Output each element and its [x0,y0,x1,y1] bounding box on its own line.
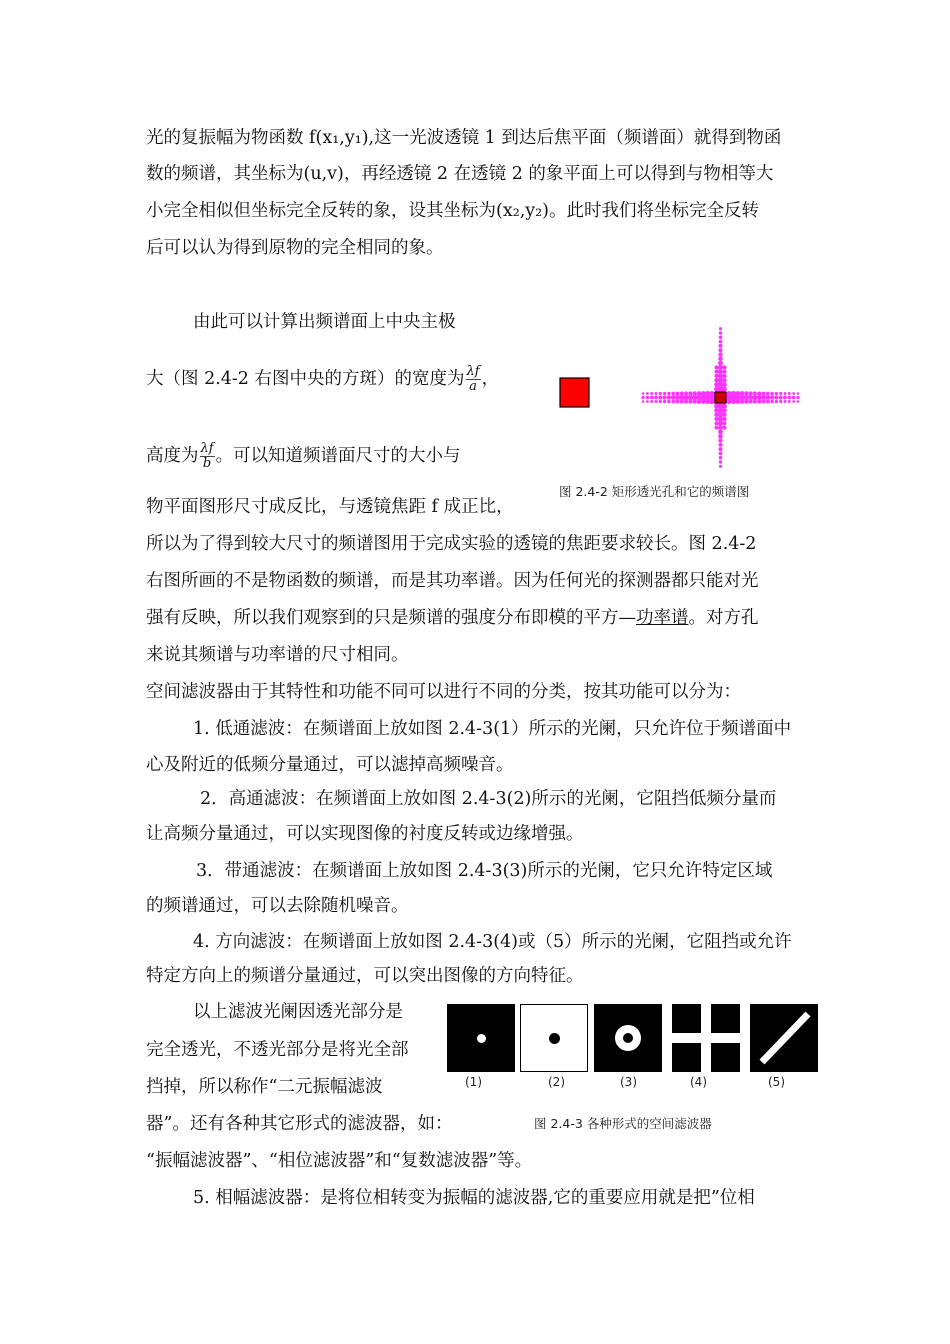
para1-line1: 光的复振幅为物函数 f(x₁,y₁),这一光波透镜 1 到达后焦平面（频谱面）就得到物函 [146,128,782,148]
item3-line1: 3．带通滤波：在频谱面上放如图 2.4-3(3)所示的光阑，它只允许特定区域 [196,861,773,881]
spectrum-dot [757,395,762,400]
spectrum-dot [762,392,766,396]
spectrum-dot [715,365,719,369]
spectrum-dot [654,400,657,403]
spectrum-dot [650,392,653,395]
figure-2-4-2-caption: 图 2.4-2 矩形透光孔和它的频谱图 [559,484,750,499]
spectrum-dot [783,392,786,395]
spectrum-dot [788,392,791,395]
fraction-height: $\frac{\lambda f}{b}$ [200,441,214,471]
spectrum-dot [650,396,654,400]
spectrum-dot [719,456,723,460]
spectrum-dot [757,400,761,404]
spectrum-dot [788,396,792,400]
spectrum-dot [679,395,684,400]
spectrum-dot [719,327,722,330]
fraction-width: $\frac{\lambda f}{a}$ [466,364,480,394]
spectrum-dot [667,392,671,396]
spectrum-dot [731,399,736,404]
para2-line3: 高度为 $\frac{\lambda f}{b}$ 。可以知道频谱面尺寸的大小与 [146,441,461,471]
filter-directional-cross [672,1004,740,1072]
spectrum-dot [792,400,795,403]
spectrum-dot [740,391,745,396]
spectrum-dot [719,460,722,463]
spectrum-dot [797,400,800,403]
spectrum-dot [766,395,771,400]
spectrum-dot [744,399,748,403]
spectrum-dot [735,399,740,404]
spectrum-dot [770,392,774,396]
spectrum-dot [646,392,649,395]
spectrum-dot [680,400,684,404]
spectrum-dot [748,399,752,403]
spectrum-dot [701,391,706,396]
spectrum-dot [692,391,696,395]
para3: 空间滤波器由于其特性和功能不同可以进行不同的分类，按其功能可以分为： [146,682,741,702]
item2-line2: 让高频分量通过，可以实现图像的衬度反转或边缘增强。 [146,824,584,844]
spectrum-dot [753,399,757,403]
filter-lowpass [447,1004,515,1072]
spectrum-dot [757,392,761,396]
spectrum-dot [684,399,688,403]
para2-line2: 大（图 2.4-2 右图中央的方斑）的宽度为 $\frac{\lambda f}{a}$ ， [146,364,500,394]
spectrum-dot [718,430,723,435]
spectrum-dot [722,408,727,413]
spectrum-dot [718,352,722,356]
item5-line1: 5. 相幅滤波器：是将位相转变为振幅的滤波器,它的重要应用就是把”位相 [193,1188,755,1208]
spectrum-dot [792,392,795,395]
item4-line1: 4. 方向滤波：在频谱面上放如图 2.4-3(4)或（5）所示的光阑，它阻挡或允许 [193,932,792,952]
spectrum-dot [727,391,732,396]
spectrum-dot [719,465,722,468]
spectrum-dot [642,392,645,395]
spectrum-dot [722,382,727,387]
spectrum-dot [761,395,766,400]
spectrum-dot [718,443,722,447]
spectrum-dot [663,400,666,403]
spectrum-dot [774,395,778,399]
power-spectrum-term: 功率谱 [636,608,689,628]
spectrum-dot [770,400,774,404]
spectrum-dot [719,452,723,456]
para2-line5: 所以为了得到较大尺寸的频谱图用于完成实验的透镜的焦距要求较长。图 2.4-2 [146,534,757,554]
spectrum-dot [718,425,723,430]
spectrum-dot [770,395,774,399]
filter-bandpass [594,1004,662,1072]
spectrum-dot [719,340,723,344]
spectrum-dot [705,399,710,404]
spectrum-dot [718,365,723,370]
spectrum-dot [722,417,726,421]
spectrum-dot [671,392,675,396]
spectrum-dot [722,378,726,382]
spectrum-dot [718,434,723,439]
spectrum-dot [722,387,727,392]
spectrum-dot [676,392,680,396]
spectrum-dot [714,370,718,374]
spectrum-dot [719,331,722,334]
spectrum-dot [775,392,778,395]
spectrum-dot [654,392,657,395]
figure-2-4-2 [555,325,805,475]
spectrum-dot [718,357,723,362]
spectrum-dot [762,400,766,404]
spectrum-dot [692,399,696,403]
item2-line1: 2．高通滤波：在频谱面上放如图 2.4-3(2)所示的光阑，它阻挡低频分量而 [200,789,777,809]
spectrum-dot [667,400,671,404]
spectrum-dot [779,392,782,395]
para2-line4: 物平面图形尺寸成反比，与透镜焦距 f 成正比， [146,497,514,517]
spectrum-dot [714,387,719,392]
spectrum-dot [709,399,714,404]
spectrum-dot [663,392,666,395]
rectangular-aperture [560,378,589,407]
spectrum-dot [684,391,688,395]
spectrum-dot [714,412,718,416]
para4-line2: 完全透光，不透光部分是将光全部 [146,1040,409,1060]
spectrum-dot [714,374,718,378]
spectrum-dot [718,438,722,442]
spectrum-dot [688,391,692,395]
spectrum-dot [719,447,723,451]
filter-label-1: (1) [465,1075,482,1089]
filter-label-4: (4) [690,1075,707,1089]
para1-line2: 数的频谱，其坐标为(u,v)，再经透镜 2 在透镜 2 的象平面上可以得到与物相等大 [146,164,774,184]
spectrum-dot [667,395,671,399]
spectrum-dot [723,426,727,430]
spectrum-dot [753,391,757,395]
item4-line2: 特定方向上的频谱分量通过，可以突出图像的方向特征。 [146,966,584,986]
spectrum-dot [642,396,645,399]
spectrum-dot [727,399,732,404]
para4-line4: 器”。还有各种其它形式的滤波器，如： [146,1114,453,1134]
spectrum-dot [719,336,723,340]
item1-line2: 心及附近的低频分量通过，可以滤掉高频噪音。 [146,755,514,775]
spectrum-dot [783,396,787,400]
spectrum-dot [680,392,684,396]
item3-line2: 的频谱通过，可以去除随机噪音。 [146,896,409,916]
spectrum-dot [705,391,710,396]
spectrum-dot [719,344,723,348]
para4-line1: 以上滤波光阑因透光部分是 [193,1002,403,1022]
spectrum-dot [654,396,658,400]
para1-line3: 小完全相似但坐标完全反转的象，设其坐标为(x₂,y₂)。此时我们将坐标完全反转 [146,201,760,221]
para4-line3: 挡掉，所以称作“二元振幅滤波 [146,1077,383,1097]
spectrum-dot [663,395,667,399]
spectrum-dot [779,396,783,400]
spectrum-dot [722,412,726,416]
para2-line7: 强有反映，所以我们观察到的只是频谱的强度分布即模的平方—功率谱。对方孔 [146,608,759,628]
spectrum-dot [722,370,726,374]
spectrum-dot [740,399,745,404]
spectrum-dot [671,400,675,404]
spectrum-dot [646,400,649,403]
spectrum-dot [676,400,680,404]
filter-label-3: (3) [620,1075,637,1089]
filter-directional-diagonal [750,1004,818,1072]
spectrum-dot [792,396,795,399]
spectrum-dot [783,400,786,403]
figure-2-4-3-caption: 图 2.4-3 各种形式的空间滤波器 [534,1116,712,1131]
spectrum-dot [714,421,718,425]
spectrum-dot [723,365,727,369]
spectrum-dot [766,400,770,404]
item1-line1: 1. 低通滤波：在频谱面上放如图 2.4-3(1）所示的光阑，只允许位于频谱面中 [193,719,792,739]
spectrum-dot [748,391,752,395]
spectrum-dot [722,404,727,409]
spectrum-dot [650,400,653,403]
spectrum-dot [797,392,800,395]
spectrum-dot [709,391,714,396]
para1-line4: 后可以认为得到原物的完全相同的象。 [146,238,444,258]
spectrum-dot [796,396,799,399]
spectrum-dot [779,400,782,403]
spectrum-dot [714,417,718,421]
para2-line8: 来说其频谱与功率谱的尺寸相同。 [146,645,409,665]
spectrum-dot [714,404,719,409]
spectrum-dot [688,399,692,403]
spectrum-dot [646,396,649,399]
filter-label-2: (2) [548,1075,565,1089]
spectrum-dot [714,408,719,413]
spectrum-dot [718,348,722,352]
spectrum-dot [659,392,662,395]
spectrum-dot [735,391,740,396]
para2-line6: 右图所画的不是物函数的频谱，而是其功率谱。因为任何光的探测器都只能对光 [146,571,759,591]
para4-line5: “振幅滤波器”、“相位滤波器”和“复数滤波器”等。 [146,1151,533,1171]
filter-label-5: (5) [768,1075,785,1089]
spectrum-dot [697,399,702,404]
spectrum-dot [701,399,706,404]
spectrum-dot [718,361,723,366]
spectrum-dot [715,426,719,430]
spectrum-dot [671,395,676,400]
spectrum-dot [697,391,702,396]
para2-line1: 由此可以计算出频谱面上中央主极 [193,312,456,332]
spectrum-dot [766,392,770,396]
filter-highpass [520,1004,588,1072]
spectrum-dot [714,382,719,387]
spectrum-dot [731,391,736,396]
spectrum-dot [659,400,662,403]
spectrum-dot [642,400,645,403]
spectrum-dot [788,400,791,403]
spectrum-dot [722,421,726,425]
central-maximum [715,392,726,403]
spectrum-dot [722,374,726,378]
spectrum-dot [775,400,778,403]
spectrum-dot [675,395,680,400]
spectrum-dot [714,378,718,382]
spectrum-dot [744,391,748,395]
spectrum-dot [658,396,662,400]
